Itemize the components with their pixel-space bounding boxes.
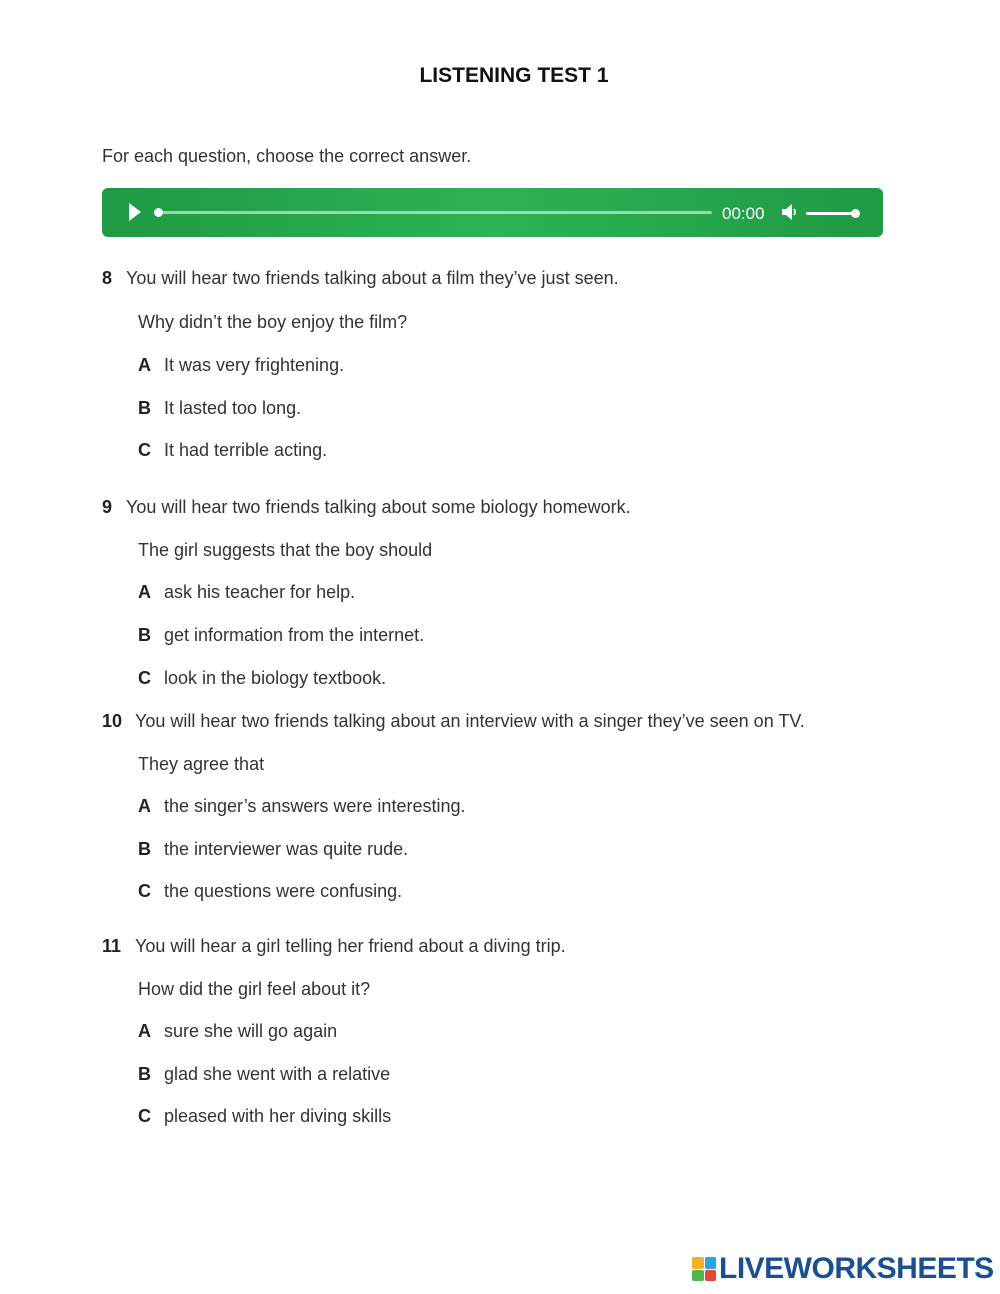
question-10	[102, 711, 805, 732]
badge-cell	[705, 1270, 717, 1282]
option-9-a[interactable]	[138, 582, 355, 603]
question-number: 8	[102, 268, 113, 288]
progress-handle[interactable]	[154, 208, 163, 217]
option-text: the interviewer was quite rude.	[164, 839, 409, 859]
volume-slider[interactable]	[806, 212, 856, 215]
question-9	[102, 497, 631, 518]
option-text: glad she went with a relative	[164, 1064, 391, 1084]
play-icon[interactable]	[129, 203, 141, 221]
option-text: get information from the internet.	[164, 625, 425, 645]
question-text: You will hear a girl telling her friend about a diving trip.	[135, 936, 566, 956]
question-stem: They agree that	[138, 754, 265, 774]
option-11-b[interactable]	[138, 1064, 390, 1085]
option-text: look in the biology textbook.	[164, 668, 387, 688]
option-letter: A	[138, 355, 151, 375]
question-number: 11	[102, 936, 122, 956]
badge-cell	[705, 1257, 717, 1269]
option-11-a[interactable]	[138, 1021, 337, 1042]
progress-slider[interactable]	[157, 211, 712, 214]
option-8-b[interactable]	[138, 398, 301, 419]
question-text: You will hear two friends talking about a film they’ve just seen.	[126, 268, 619, 288]
option-text: It was very frightening.	[164, 355, 345, 375]
option-8-c[interactable]	[138, 440, 327, 461]
option-text: the questions were confusing.	[164, 881, 403, 901]
option-letter: A	[138, 582, 151, 602]
option-10-a[interactable]	[138, 796, 465, 817]
option-10-b[interactable]	[138, 839, 408, 860]
option-letter: C	[138, 668, 151, 688]
question-8	[102, 268, 619, 289]
option-text: It had terrible acting.	[164, 440, 328, 460]
option-10-c[interactable]	[138, 881, 402, 902]
option-8-a[interactable]	[138, 355, 344, 376]
option-letter: B	[138, 398, 151, 418]
page-title: LISTENING TEST 1	[419, 64, 609, 87]
volume-icon[interactable]	[781, 202, 799, 222]
option-9-b[interactable]	[138, 625, 424, 646]
question-text: You will hear two friends talking about some biology homework.	[126, 497, 631, 517]
badge-cell	[692, 1257, 704, 1269]
liveworksheets-logo	[692, 1252, 994, 1286]
question-stem: How did the girl feel about it?	[138, 979, 371, 999]
question-stem: Why didn’t the boy enjoy the film?	[138, 312, 408, 332]
option-text: pleased with her diving skills	[164, 1106, 392, 1126]
question-stem: The girl suggests that the boy should	[138, 540, 433, 560]
option-letter: C	[138, 440, 151, 460]
option-text: sure she will go again	[164, 1021, 338, 1041]
option-letter: B	[138, 839, 151, 859]
badge-cell	[692, 1270, 704, 1282]
question-11	[102, 936, 566, 957]
option-text: the singer’s answers were interesting.	[164, 796, 466, 816]
option-11-c[interactable]	[138, 1106, 391, 1127]
option-letter: C	[138, 1106, 151, 1126]
audio-player	[102, 188, 883, 237]
question-number: 10	[102, 711, 123, 731]
time-display: 00:00	[722, 204, 765, 223]
instruction-text: For each question, choose the correct answer.	[102, 146, 472, 166]
option-letter: A	[138, 796, 151, 816]
option-text: It lasted too long.	[164, 398, 302, 418]
option-letter: B	[138, 1064, 151, 1084]
option-letter: A	[138, 1021, 151, 1041]
logo-text: LIVEWORKSHEETS	[719, 1252, 994, 1285]
option-letter: B	[138, 625, 151, 645]
option-9-c[interactable]	[138, 668, 386, 689]
option-letter: C	[138, 881, 151, 901]
volume-handle[interactable]	[851, 209, 860, 218]
option-text: ask his teacher for help.	[164, 582, 356, 602]
question-text: You will hear two friends talking about an interview with a singer they’ve seen on TV.	[135, 711, 805, 731]
logo-badge-icon	[692, 1257, 716, 1281]
question-number: 9	[102, 497, 113, 517]
